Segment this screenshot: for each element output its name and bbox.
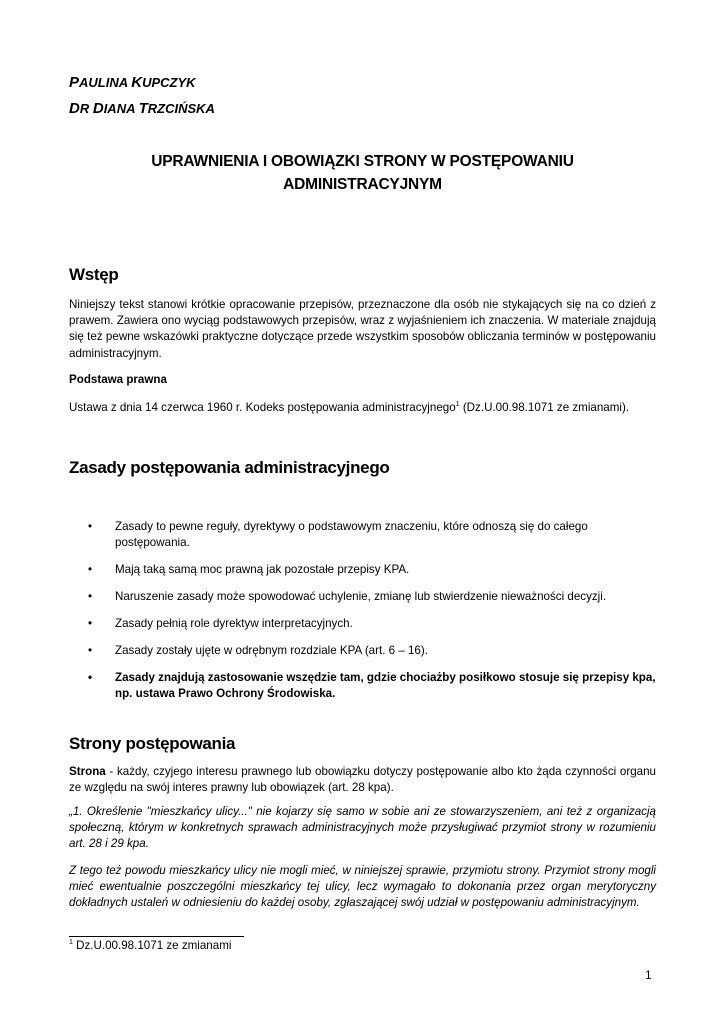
author-2: DR DIANA TRZCIŃSKA [69, 100, 215, 117]
list-item: • Zasady pełnią role dyrektyw interpretacyjnych. [88, 617, 353, 630]
intro-paragraph: Niniejszy tekst stanowi krótkie opracowanie przepisów, przeznaczone dla osób nie stykających się na co dzień z prawem. Zawiera ono wyciąg podstawowych przepisów, wraz z wyjaśnieniem ich znaczenia. W materiale znajdują się też pewne wskazówki praktyczne dotyczące przede wszystkim sposobów obliczania terminów w postępowaniu administracyjnym. [69, 298, 656, 360]
author-1: PAULINA KUPCZYK [69, 74, 196, 91]
title-line-2: ADMINISTRACYJNYM [283, 176, 442, 193]
title-line-1: UPRAWNIENIA I OBOWIĄZKI STRONY W POSTĘPOWANIU [151, 153, 574, 170]
section-heading-principles: Zasady postępowania administracyjnego [69, 458, 390, 477]
list-item: • Zasady zostały ujęte w odrębnym rozdziale KPA (art. 6 – 16). [88, 644, 428, 657]
definition-term: Strona [69, 765, 106, 778]
list-item: • Zasady znajdują zastosowanie wszędzie tam, gdzie chociażby posiłkowo stosuje się przepisy kpa, np. ustawa Prawo Ochrony Środowiska. [88, 671, 656, 700]
bullet-icon: • [88, 563, 93, 576]
bullet-icon: • [88, 671, 93, 684]
footnote-divider [69, 936, 244, 937]
legal-basis-heading: Podstawa prawna [69, 373, 167, 386]
principles-list [69, 519, 659, 713]
authors [69, 70, 215, 122]
bullet-icon: • [88, 617, 93, 630]
bullet-icon: • [88, 520, 93, 533]
section-heading-intro: Wstęp [69, 265, 119, 284]
list-item: • Mają taką samą moc prawną jak pozostałe przepisy KPA. [88, 563, 410, 576]
footnote-number: 1 [69, 939, 73, 947]
party-definition: Strona - każdy, czyjego interesu prawnego lub obowiązku dotyczy postępowanie albo kto żąda czynności organu ze względu na swój interes prawny lub obowiązek (art. 28 kpa). [69, 765, 656, 795]
document-title [80, 150, 645, 196]
footnote: $^1$ Dz.U.00.98.1071 ze zmianami [69, 939, 232, 952]
legal-basis-text: Ustawa z dnia 14 czerwca 1960 r. Kodeks postępowania administracyjnego$^1$ (Dz.U.00.98.1071 ze zmianami). [69, 401, 630, 414]
list-item: • Zasady to pewne reguły, dyrektywy o podstawowym znaczeniu, które odnoszą się do całego postępowania. [88, 520, 588, 549]
footnote-ref[interactable]: 1 [455, 401, 460, 409]
list-item: • Naruszenie zasady może spowodować uchylenie, zmianę lub stwierdzenie nieważności decyzji. [88, 590, 607, 603]
bullet-icon: • [88, 590, 93, 603]
page-number: 1 [645, 968, 652, 982]
section-heading-parties: Strony postępowania [69, 734, 236, 753]
quote-paragraph-2: Z tego też powodu mieszkańcy ulicy nie mogli mieć, w niniejszej sprawie, przymiotu strony. Przymiot strony mogli mieć ewentualnie poszczególni mieszkańcy tej ulicy, lecz wymagało to dokonania przez organ merytoryczny dokładnych ustaleń w odniesieniu do każdej osoby, zgłaszającej swój udział w postępowaniu administracyjnym. [69, 864, 656, 910]
quote-paragraph-1: „1. Określenie "mieszkańcy ulicy..." nie kojarzy się samo w sobie ani ze stowarzyszeniem, ani też z organizacją społeczną, którym w konkretnych sprawach administracyjnych może przysługiwać przymiot strony w rozumieniu art. 28 i 29 kpa. [69, 805, 656, 851]
bullet-icon: • [88, 644, 93, 657]
